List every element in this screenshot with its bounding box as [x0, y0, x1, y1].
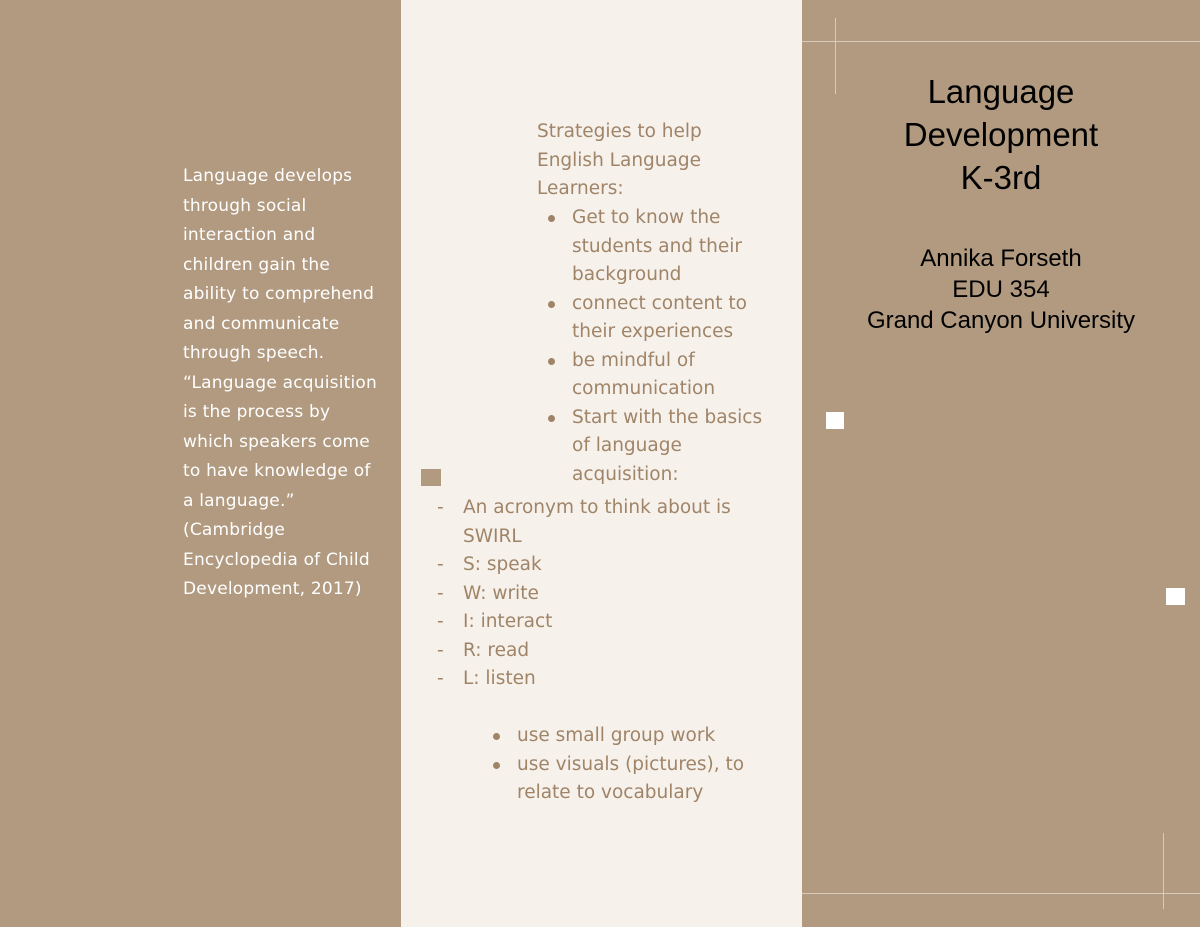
title-line: Development [903, 116, 1099, 153]
list-item: connect content to their experiences [537, 290, 767, 347]
author-info [802, 243, 1200, 336]
middle-panel [401, 0, 802, 927]
course-code: EDU 354 [952, 276, 1050, 303]
left-body-text: Language develops through social interaction and children gain the ability to comprehend and communicate through speech. “Language acquisition is the process by which speakers come to have knowledge of a language.” (Cambridge Encyclopedia of Child Development, 2017) [183, 166, 377, 599]
decorative-square [1166, 588, 1185, 605]
author-name: Annika Forseth [920, 245, 1082, 272]
strategies-heading: Strategies to help English Language Learners: [537, 121, 702, 199]
list-item: Get to know the students and their background [537, 204, 767, 290]
university-name: Grand Canyon University [866, 307, 1136, 334]
brochure-title [802, 70, 1200, 199]
decorative-square [826, 412, 844, 429]
list-item: - L: listen [433, 665, 773, 694]
left-panel [0, 0, 401, 927]
list-item: use small group work [482, 722, 772, 751]
list-item: - I: interact [433, 608, 773, 637]
decorative-line [1163, 833, 1164, 909]
list-item: be mindful of communication [537, 347, 767, 404]
title-line: K-3rd [960, 159, 1042, 196]
list-item: use visuals (pictures), to relate to vocabulary [482, 751, 772, 808]
decorative-square [421, 469, 441, 486]
list-item: - R: read [433, 637, 773, 666]
list-item: - S: speak [433, 551, 773, 580]
list-item: - W: write [433, 580, 773, 609]
list-item: Start with the basics of language acquisition: [537, 404, 767, 490]
decorative-line [802, 893, 1200, 894]
decorative-line [802, 41, 1200, 42]
right-panel [802, 0, 1200, 927]
strategy-list [537, 204, 767, 489]
list-item: - An acronym to think about is SWIRL [433, 494, 773, 551]
swirl-acronym-list [433, 494, 773, 694]
extra-strategy-list [482, 722, 772, 808]
title-line: Language [927, 73, 1075, 110]
